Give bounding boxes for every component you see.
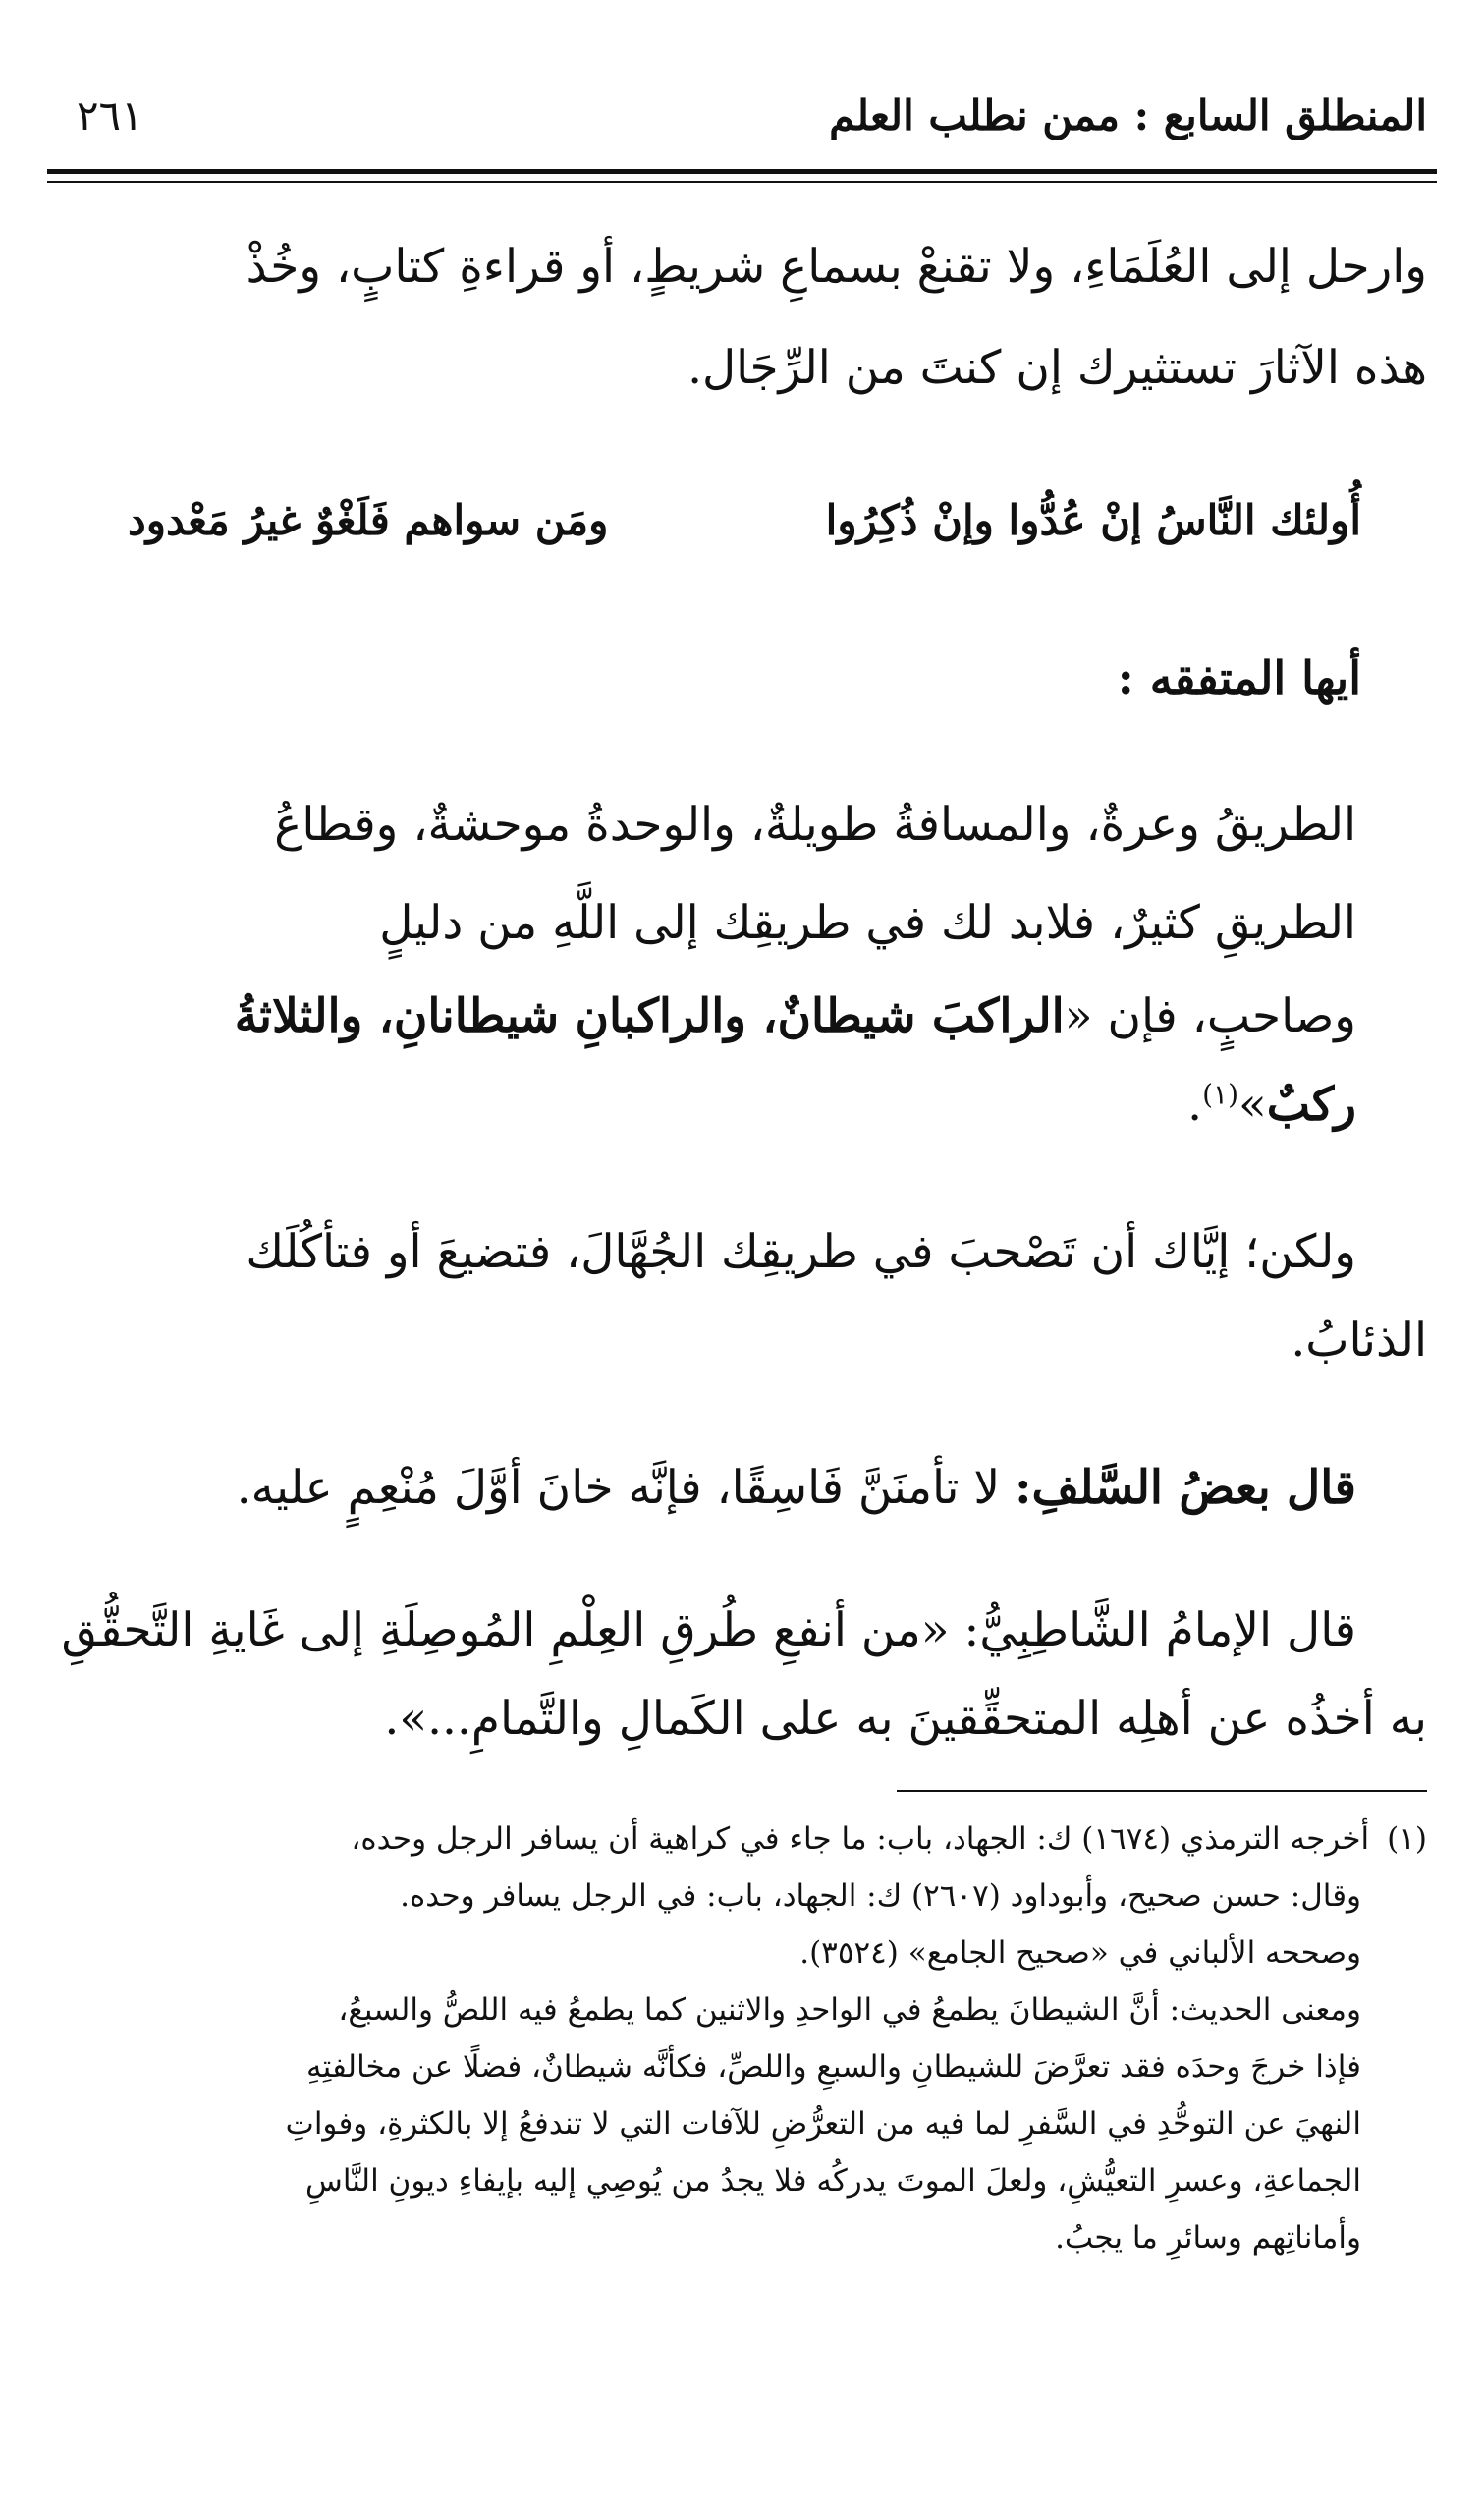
verse-second-hemistich: ومَن سواهم فَلَغْوٌ غيرُ مَعْدود <box>128 496 609 544</box>
footnote-marker: (١) <box>1387 1821 1427 1857</box>
section-heading: أيها المتفقه : <box>1117 651 1361 704</box>
footnote-line-3: وصححه الألباني في «صحيح الجامع» (٣٥٢٤). <box>799 1935 1361 1971</box>
sentence-end: . <box>1187 1078 1203 1132</box>
footnote-line-5: فإذا خرجَ وحدَه فقد تعرَّضَ للشيطانِ والسبعِ واللصِّ، فكأنَّه شيطانٌ، فضلًا عن مخالفتِهِ <box>305 2049 1361 2085</box>
paragraph-2-line-1: الطريقُ وعرةٌ، والمسافةُ طويلةٌ، والوحدةُ موحشةٌ، وقطاعُ <box>274 798 1356 852</box>
footnote-line-2: وقال: حسن صحيح، وأبوداود (٢٦٠٧) ك: الجهاد، باب: في الرجل يسافر وحده. <box>400 1878 1361 1914</box>
footnote-text: أخرجه الترمذي (١٦٧٤) ك: الجهاد، باب: ما جاء في كراهية أن يسافر الرجل وحده، <box>351 1821 1370 1857</box>
verse-first-hemistich: أُولئك النَّاسُ إنْ عُدُّوا وإنْ ذُكِرُوا <box>825 496 1361 544</box>
paragraph-4 <box>57 1449 1356 1528</box>
paragraph-2-line-2: الطريقِ كثيرٌ، فلابد لك في طريقِك إلى اللَّهِ من دليلٍ <box>379 896 1356 950</box>
paragraph-3-line-2: الذئابُ. <box>1291 1314 1427 1368</box>
footnote-line-1 <box>57 1813 1427 1867</box>
paragraph-1-line-1: وارحل إلى العُلَمَاءِ، ولا تقنعْ بسماعِ شريطٍ، أو قراءةِ كتابٍ، وخُذْ <box>246 240 1427 294</box>
paragraph-2-line-4 <box>57 1066 1356 1145</box>
paragraph-2-line-3-text: وصاحبٍ، فإن « <box>1064 989 1356 1043</box>
footnote-separator <box>897 1790 1427 1792</box>
header-rule-thin <box>47 181 1437 183</box>
quote-attribution: قال بعضُ السَّلفِ: <box>1015 1461 1356 1515</box>
running-header <box>57 77 1427 155</box>
page-number: ٢٦١ <box>77 91 143 140</box>
paragraph-3-line-1: ولكن؛ إيَّاك أن تَصْحبَ في طريقِك الجُهَّالَ، فتضيعَ أو فتأكُلَك <box>246 1225 1356 1279</box>
hadith-text: الراكبَ شيطانٌ، والراكبانِ شيطانانِ، والثلاثةُ <box>234 989 1065 1043</box>
paragraph-1-line-2: هذه الآثارَ تستثيرك إن كنتَ من الرِّجَال. <box>687 341 1427 395</box>
hadith-text-end: ركبٌ <box>1266 1078 1356 1132</box>
paragraph-5-line-2: به أخذُه عن أهلِه المتحقِّقينَ به على الكَمالِ والتَّمامِ...». <box>384 1692 1427 1746</box>
paragraph-5-line-1: قال الإمامُ الشَّاطِبِيُّ: «من أنفعِ طُرقِ العِلْمِ المُوصِلَةِ إلى غَايةِ التَّحقُّقِ <box>61 1603 1356 1657</box>
chapter-title: المنطلق السابع : ممن نطلب العلم <box>829 91 1427 140</box>
footnote-line-8: وأماناتِهم وسائرِ ما يجبُ. <box>1055 2220 1361 2256</box>
footnote-reference: (١) <box>1202 1078 1238 1111</box>
header-rule-thick <box>47 169 1437 174</box>
quote-close: » <box>1238 1078 1267 1132</box>
footnote-line-6: النهيَ عن التوحُّدِ في السَّفرِ لما فيه من التعرُّضِ للآفات التي لا تندفعُ إلا بالكثرةِ، وفواتِ <box>285 2106 1361 2142</box>
footnote-line-7: الجماعةِ، وعسرِ التعيُّشِ، ولعلَ الموتَ يدركُه فلا يجدُ من يُوصِي إليه بإيفاءِ ديونِ النَّاسِ <box>305 2163 1361 2199</box>
footnote-line-4: ومعنى الحديث: أنَّ الشيطانَ يطمعُ في الواحدِ والاثنين كما يطمعُ فيه اللصُّ والسبعُ، <box>338 1992 1361 2028</box>
quote-text: لا تأمنَنَّ فَاسِقًا، فإنَّه خانَ أوَّلَ مُنْعِمٍ عليه. <box>236 1461 1001 1515</box>
paragraph-2-line-3 <box>57 978 1356 1056</box>
